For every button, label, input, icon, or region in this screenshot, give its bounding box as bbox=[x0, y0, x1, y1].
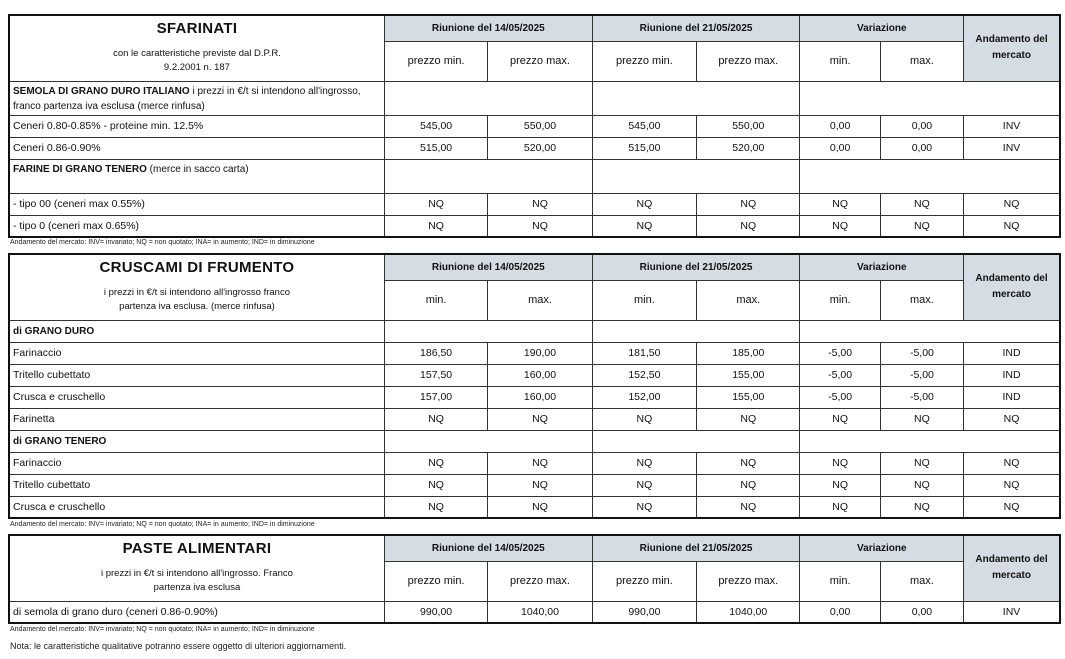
row-label: Crusca e cruschello bbox=[9, 496, 384, 518]
row-label: - tipo 0 (ceneri max 0.65%) bbox=[9, 215, 384, 237]
row-label: Farinaccio bbox=[9, 452, 384, 474]
var-max: max. bbox=[880, 561, 963, 601]
price-max-2-cell: NQ bbox=[697, 452, 800, 474]
col-max-1: max. bbox=[488, 280, 592, 320]
price-min-2-cell: 152,00 bbox=[592, 386, 696, 408]
section-subtitle: i prezzi in €/t si intendono all'ingrosso. Franco partenza iva esclusa bbox=[9, 561, 384, 601]
price-max-2-cell: 1040,00 bbox=[697, 601, 800, 623]
variation-min-cell: NQ bbox=[800, 496, 880, 518]
col-min-1: prezzo min. bbox=[384, 41, 487, 81]
table-body bbox=[9, 452, 1060, 518]
price-min-2-cell: NQ bbox=[592, 215, 696, 237]
price-min-2-cell: NQ bbox=[592, 408, 696, 430]
col-min-1: prezzo min. bbox=[384, 561, 487, 601]
market-trend-cell: NQ bbox=[964, 193, 1060, 215]
variation-min-cell: NQ bbox=[800, 193, 880, 215]
variation-max-cell: 0,00 bbox=[880, 601, 963, 623]
table-row bbox=[9, 193, 1060, 215]
table-body bbox=[9, 601, 1060, 623]
price-min-2-cell: NQ bbox=[592, 452, 696, 474]
price-min-2-cell: 152,50 bbox=[592, 364, 696, 386]
price-min-2-cell: 545,00 bbox=[592, 115, 696, 137]
variation-min-cell: -5,00 bbox=[800, 386, 880, 408]
market-trend-cell: INV bbox=[964, 115, 1060, 137]
col-max-2: prezzo max. bbox=[697, 41, 800, 81]
var-max: max. bbox=[880, 41, 963, 81]
variation-min-cell: 0,00 bbox=[800, 601, 880, 623]
section-subtitle: con le caratteristiche previste dal D.P.R. 9.2.2001 n. 187 bbox=[9, 41, 384, 81]
market-trend-cell: NQ bbox=[964, 452, 1060, 474]
price-max-1-cell: NQ bbox=[488, 215, 592, 237]
table-row bbox=[9, 452, 1060, 474]
row-label: Tritello cubettato bbox=[9, 474, 384, 496]
cruscami-table bbox=[8, 253, 1061, 519]
col-max-1: prezzo max. bbox=[488, 41, 592, 81]
table-row bbox=[9, 137, 1060, 159]
paste-table bbox=[8, 534, 1061, 624]
table-row bbox=[9, 474, 1060, 496]
market-trend-cell: IND bbox=[964, 342, 1060, 364]
legend-text: Andamento del mercato: INV= invariato; NQ = non quotato; INA= in aumento; IND= in diminuzione bbox=[10, 626, 315, 633]
col-min-2: min. bbox=[592, 280, 696, 320]
sfarinati-table bbox=[8, 14, 1061, 238]
variation-max-cell: NQ bbox=[880, 452, 963, 474]
table-row bbox=[9, 408, 1060, 430]
variation-max-cell: -5,00 bbox=[880, 386, 963, 408]
variation-min-cell: NQ bbox=[800, 215, 880, 237]
row-label: di semola di grano duro (ceneri 0.86-0.90%) bbox=[9, 601, 384, 623]
section-title: SFARINATI bbox=[9, 15, 384, 41]
price-max-1-cell: NQ bbox=[488, 496, 592, 518]
price-min-1-cell: 545,00 bbox=[384, 115, 487, 137]
col-min-1: min. bbox=[384, 280, 487, 320]
legend-text: Andamento del mercato: INV= invariato; NQ = non quotato; INA= in aumento; IND= in diminuzione bbox=[10, 521, 315, 528]
variation-min-cell: 0,00 bbox=[800, 115, 880, 137]
price-max-2-cell: 185,00 bbox=[697, 342, 800, 364]
market-trend-header: Andamento del mercato bbox=[964, 254, 1060, 320]
table-row bbox=[9, 601, 1060, 623]
paste-section bbox=[8, 534, 1061, 624]
group-heading: FARINE DI GRANO TENERO (merce in sacco carta) bbox=[9, 159, 384, 193]
meeting-1-header: Riunione del 14/05/2025 bbox=[384, 15, 592, 41]
price-min-1-cell: NQ bbox=[384, 215, 487, 237]
price-max-1-cell: 1040,00 bbox=[488, 601, 592, 623]
col-max-1: prezzo max. bbox=[488, 561, 592, 601]
variation-max-cell: 0,00 bbox=[880, 115, 963, 137]
meeting-2-header: Riunione del 21/05/2025 bbox=[592, 254, 800, 280]
market-trend-cell: IND bbox=[964, 386, 1060, 408]
price-min-1-cell: NQ bbox=[384, 452, 487, 474]
variation-max-cell: NQ bbox=[880, 408, 963, 430]
price-max-2-cell: NQ bbox=[697, 474, 800, 496]
variation-max-cell: -5,00 bbox=[880, 342, 963, 364]
price-max-2-cell: NQ bbox=[697, 193, 800, 215]
price-min-2-cell: NQ bbox=[592, 474, 696, 496]
variation-max-cell: NQ bbox=[880, 193, 963, 215]
table-row bbox=[9, 364, 1060, 386]
price-max-1-cell: 160,00 bbox=[488, 364, 592, 386]
row-label: - tipo 00 (ceneri max 0.55%) bbox=[9, 193, 384, 215]
legend-text: Andamento del mercato: INV= invariato; NQ = non quotato; INA= in aumento; IND= in diminuzione bbox=[10, 239, 315, 246]
market-trend-cell: IND bbox=[964, 364, 1060, 386]
price-max-2-cell: 155,00 bbox=[697, 364, 800, 386]
variation-min-cell: -5,00 bbox=[800, 364, 880, 386]
var-max: max. bbox=[880, 280, 963, 320]
table-row bbox=[9, 215, 1060, 237]
col-min-2: prezzo min. bbox=[592, 41, 696, 81]
group-heading: SEMOLA DI GRANO DURO ITALIANO i prezzi in €/t si intendono all'ingrosso, franco partenza iva esclusa (merce rinfusa) bbox=[9, 81, 384, 115]
variation-min-cell: -5,00 bbox=[800, 342, 880, 364]
market-trend-header: Andamento del mercato bbox=[964, 535, 1060, 601]
market-trend-cell: NQ bbox=[964, 408, 1060, 430]
variation-min-cell: NQ bbox=[800, 474, 880, 496]
table-row bbox=[9, 386, 1060, 408]
price-min-1-cell: NQ bbox=[384, 474, 487, 496]
price-min-1-cell: NQ bbox=[384, 193, 487, 215]
meeting-2-header: Riunione del 21/05/2025 bbox=[592, 15, 800, 41]
row-label: Farinaccio bbox=[9, 342, 384, 364]
variation-max-cell: NQ bbox=[880, 496, 963, 518]
var-min: min. bbox=[800, 41, 880, 81]
price-max-1-cell: 160,00 bbox=[488, 386, 592, 408]
row-label: Farinetta bbox=[9, 408, 384, 430]
cruscami-section bbox=[8, 253, 1061, 519]
price-min-2-cell: 515,00 bbox=[592, 137, 696, 159]
table-row bbox=[9, 115, 1060, 137]
market-trend-cell: INV bbox=[964, 601, 1060, 623]
variation-max-cell: NQ bbox=[880, 215, 963, 237]
price-min-1-cell: NQ bbox=[384, 496, 487, 518]
price-max-2-cell: 155,00 bbox=[697, 386, 800, 408]
variation-max-cell: NQ bbox=[880, 474, 963, 496]
price-max-2-cell: NQ bbox=[697, 215, 800, 237]
meeting-1-header: Riunione del 14/05/2025 bbox=[384, 254, 592, 280]
section-subtitle: i prezzi in €/t si intendono all'ingrosso franco partenza iva esclusa. (merce rinfusa) bbox=[9, 280, 384, 320]
price-max-2-cell: 520,00 bbox=[697, 137, 800, 159]
variation-header: Variazione bbox=[800, 535, 964, 561]
price-min-1-cell: 186,50 bbox=[384, 342, 487, 364]
price-max-2-cell: 550,00 bbox=[697, 115, 800, 137]
price-min-2-cell: 181,50 bbox=[592, 342, 696, 364]
col-max-2: max. bbox=[697, 280, 800, 320]
price-min-1-cell: 157,50 bbox=[384, 364, 487, 386]
price-min-1-cell: 990,00 bbox=[384, 601, 487, 623]
table-row bbox=[9, 496, 1060, 518]
market-trend-header: Andamento del mercato bbox=[964, 15, 1060, 81]
price-max-1-cell: 190,00 bbox=[488, 342, 592, 364]
table-body bbox=[9, 193, 1060, 237]
row-label: Tritello cubettato bbox=[9, 364, 384, 386]
price-max-1-cell: NQ bbox=[488, 408, 592, 430]
row-label: Crusca e cruschello bbox=[9, 386, 384, 408]
variation-min-cell: NQ bbox=[800, 408, 880, 430]
footnote: Nota: le caratteristiche qualitative potranno essere oggetto di ulteriori aggiornamenti. bbox=[10, 641, 347, 651]
sfarinati-section bbox=[8, 14, 1061, 238]
variation-header: Variazione bbox=[800, 15, 964, 41]
section-title: PASTE ALIMENTARI bbox=[9, 535, 384, 561]
price-min-1-cell: 515,00 bbox=[384, 137, 487, 159]
variation-min-cell: 0,00 bbox=[800, 137, 880, 159]
market-trend-cell: INV bbox=[964, 137, 1060, 159]
var-min: min. bbox=[800, 280, 880, 320]
market-trend-cell: NQ bbox=[964, 215, 1060, 237]
variation-header: Variazione bbox=[800, 254, 964, 280]
price-min-1-cell: NQ bbox=[384, 408, 487, 430]
price-max-2-cell: NQ bbox=[697, 408, 800, 430]
variation-max-cell: -5,00 bbox=[880, 364, 963, 386]
table-row bbox=[9, 342, 1060, 364]
price-min-2-cell: 990,00 bbox=[592, 601, 696, 623]
variation-min-cell: NQ bbox=[800, 452, 880, 474]
row-label: Ceneri 0.80-0.85% - proteine min. 12.5% bbox=[9, 115, 384, 137]
market-trend-cell: NQ bbox=[964, 474, 1060, 496]
var-min: min. bbox=[800, 561, 880, 601]
price-max-1-cell: 550,00 bbox=[488, 115, 592, 137]
price-max-1-cell: NQ bbox=[488, 452, 592, 474]
price-min-1-cell: 157,00 bbox=[384, 386, 487, 408]
row-label: Ceneri 0.86-0.90% bbox=[9, 137, 384, 159]
price-max-1-cell: NQ bbox=[488, 193, 592, 215]
table-body bbox=[9, 115, 1060, 159]
group-heading: di GRANO TENERO bbox=[9, 430, 384, 452]
col-min-2: prezzo min. bbox=[592, 561, 696, 601]
price-min-2-cell: NQ bbox=[592, 193, 696, 215]
meeting-1-header: Riunione del 14/05/2025 bbox=[384, 535, 592, 561]
table-body bbox=[9, 342, 1060, 430]
col-max-2: prezzo max. bbox=[697, 561, 800, 601]
market-trend-cell: NQ bbox=[964, 496, 1060, 518]
price-max-1-cell: NQ bbox=[488, 474, 592, 496]
price-min-2-cell: NQ bbox=[592, 496, 696, 518]
section-title: CRUSCAMI DI FRUMENTO bbox=[9, 254, 384, 280]
price-max-1-cell: 520,00 bbox=[488, 137, 592, 159]
variation-max-cell: 0,00 bbox=[880, 137, 963, 159]
meeting-2-header: Riunione del 21/05/2025 bbox=[592, 535, 800, 561]
price-max-2-cell: NQ bbox=[697, 496, 800, 518]
group-heading: di GRANO DURO bbox=[9, 320, 384, 342]
